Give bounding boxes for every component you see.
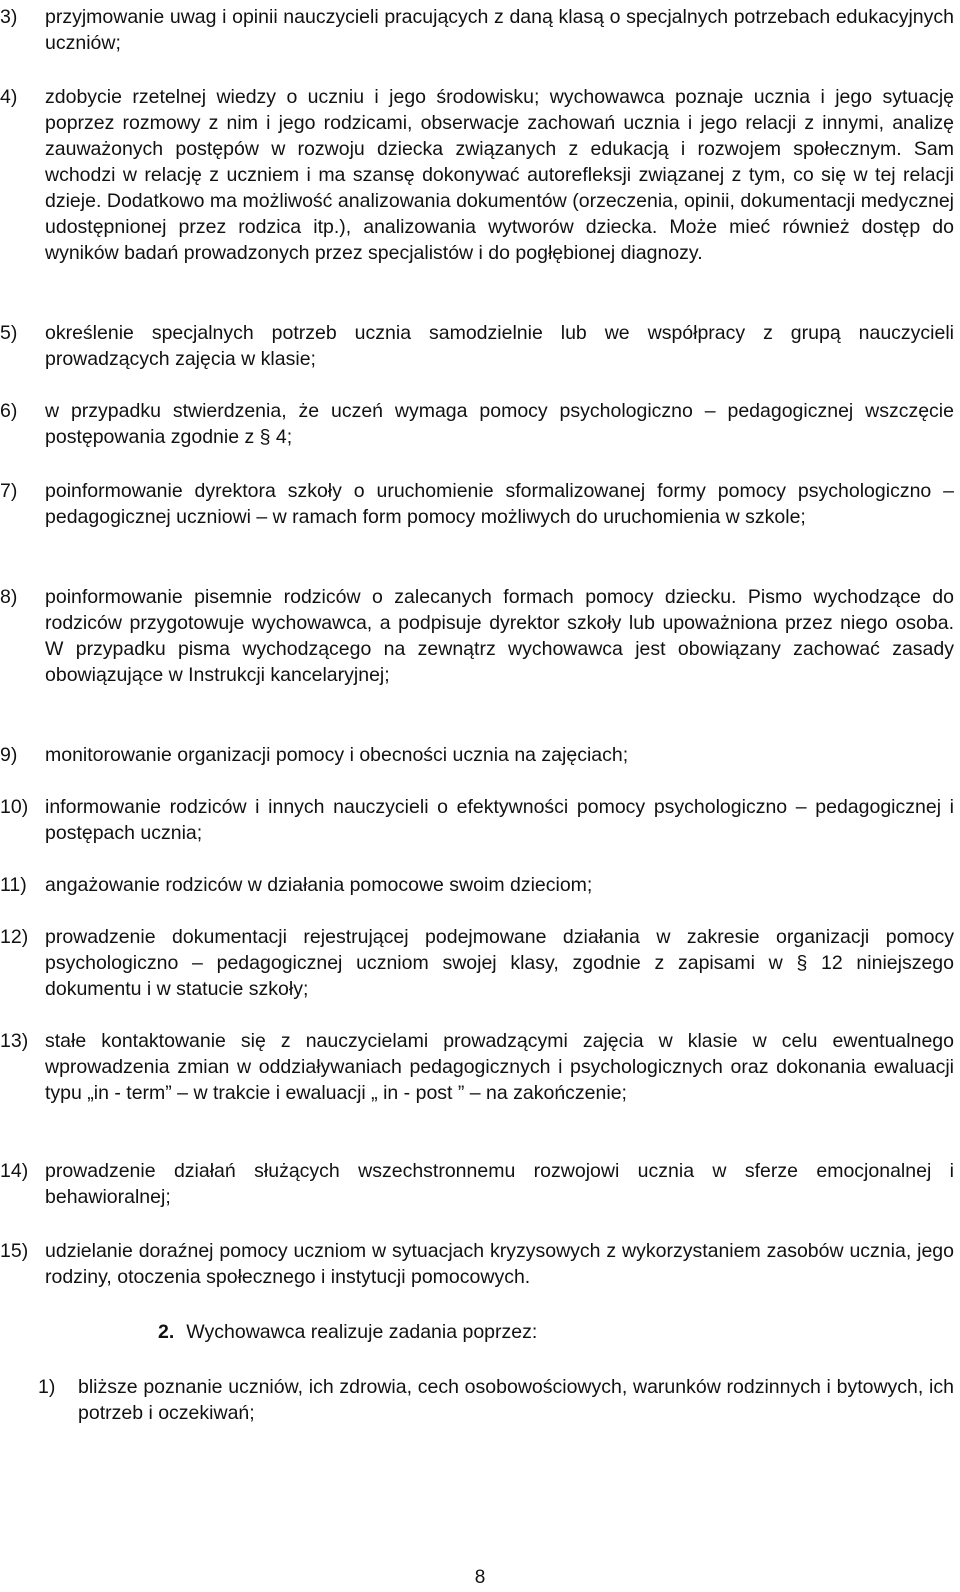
item-text: stałe kontaktowanie się z nauczycielami prowadzącymi zajęcia w klasie w celu ewentualnego wprowadzenia zmian w oddziaływaniach pedagogicznych i psychologicznych oraz dokonania ewaluacji typu „in - term” – w trakcie i ewaluacji „ in - post ” – na zakończenie;	[45, 1030, 954, 1104]
item-number: 7)	[0, 480, 18, 502]
item-number: 5)	[0, 322, 18, 344]
item-number: 3)	[0, 6, 18, 28]
item-text: bliższe poznanie uczniów, ich zdrowia, cech osobowościowych, warunków rodzinnych i bytowych, ich potrzeb i oczekiwań;	[78, 1376, 954, 1424]
item-number: 4)	[0, 86, 18, 108]
item-number: 13)	[0, 1030, 29, 1052]
item-text: udzielanie doraźnej pomocy uczniom w sytuacjach kryzysowych z wykorzystaniem zasobów ucznia, jego rodziny, otoczenia społecznego i instytucji pomocowych.	[45, 1240, 954, 1288]
item-number: 15)	[0, 1240, 29, 1262]
item-number: 8)	[0, 586, 18, 608]
item-text: określenie specjalnych potrzeb ucznia samodzielnie lub we współpracy z grupą nauczycieli prowadzących zajęcia w klasie;	[45, 322, 954, 370]
item-number: 14)	[0, 1160, 29, 1182]
item-text: angażowanie rodziców w działania pomocowe swoim dzieciom;	[45, 874, 593, 896]
item-number: 6)	[0, 400, 18, 422]
item-text: prowadzenie dokumentacji rejestrującej podejmowane działania w zakresie organizacji pomocy psychologiczno – pedagogicznej uczniom swojej klasy, zgodnie z zapisami w § 12 niniejszego dokumentu i w statucie szkoły;	[45, 926, 954, 1000]
item-number: 12)	[0, 926, 29, 948]
page-number: 8	[474, 1567, 486, 1588]
item-number: 10)	[0, 796, 29, 818]
section-title: Wychowawca realizuje zadania poprzez:	[186, 1321, 538, 1343]
item-text: w przypadku stwierdzenia, że uczeń wymaga pomocy psychologiczno – pedagogicznej wszczęcie postępowania zgodnie z § 4;	[45, 400, 954, 448]
item-text: poinformowanie dyrektora szkoły o uruchomienie sformalizowanej formy pomocy psychologiczno – pedagogicznej uczniowi – w ramach form pomocy możliwych do uruchomienia w szkole;	[45, 480, 954, 528]
item-number: 11)	[0, 874, 27, 896]
section-heading	[158, 1319, 537, 1345]
section-number: 2.	[158, 1321, 175, 1343]
item-text: przyjmowanie uwag i opinii nauczycieli pracujących z daną klasą o specjalnych potrzebach edukacyjnych uczniów;	[45, 6, 954, 54]
item-text: poinformowanie pisemnie rodziców o zalecanych formach pomocy dziecku. Pismo wychodzące do rodziców przygotowuje wychowawca, a podpisuje dyrektor szkoły lub upoważniona przez niego osoba. W przypadku pisma wychodzącego na zewnątrz wychowawca jest obowiązany zachować zasady obowiązujące w Instrukcji kancelaryjnej;	[45, 586, 954, 686]
item-number: 1)	[38, 1376, 56, 1398]
item-text: monitorowanie organizacji pomocy i obecności ucznia na zajęciach;	[45, 744, 629, 766]
item-text: informowanie rodziców i innych nauczycieli o efektywności pomocy psychologiczno – pedagogicznej i postępach ucznia;	[45, 796, 954, 844]
item-number: 9)	[0, 744, 18, 766]
item-text: prowadzenie działań służących wszechstronnemu rozwojowi ucznia w sferze emocjonalnej i behawioralnej;	[45, 1160, 954, 1208]
item-text: zdobycie rzetelnej wiedzy o uczniu i jego środowisku; wychowawca poznaje ucznia i jego sytuację poprzez rozmowy z nim i jego rodzicami, obserwacje zachowań ucznia i jego relacji z innymi, analizę zauważonych postępów w rozwoju dziecka związanych z edukacją i rozwojem społecznym. Sam wchodzi w relację z uczniem i ma szansę dokonywać autorefleksji związanej z tym, co się w tej relacji dzieje. Dodatkowo ma możliwość analizowania dokumentów (orzeczenia, opinii, dokumentacji medycznej udostępnionej przez rodzica itp.), analizowania wytworów dziecka. Może mieć również dostęp do wyników badań prowadzonych przez specjalistów i do pogłębionej diagnozy.	[45, 86, 954, 264]
